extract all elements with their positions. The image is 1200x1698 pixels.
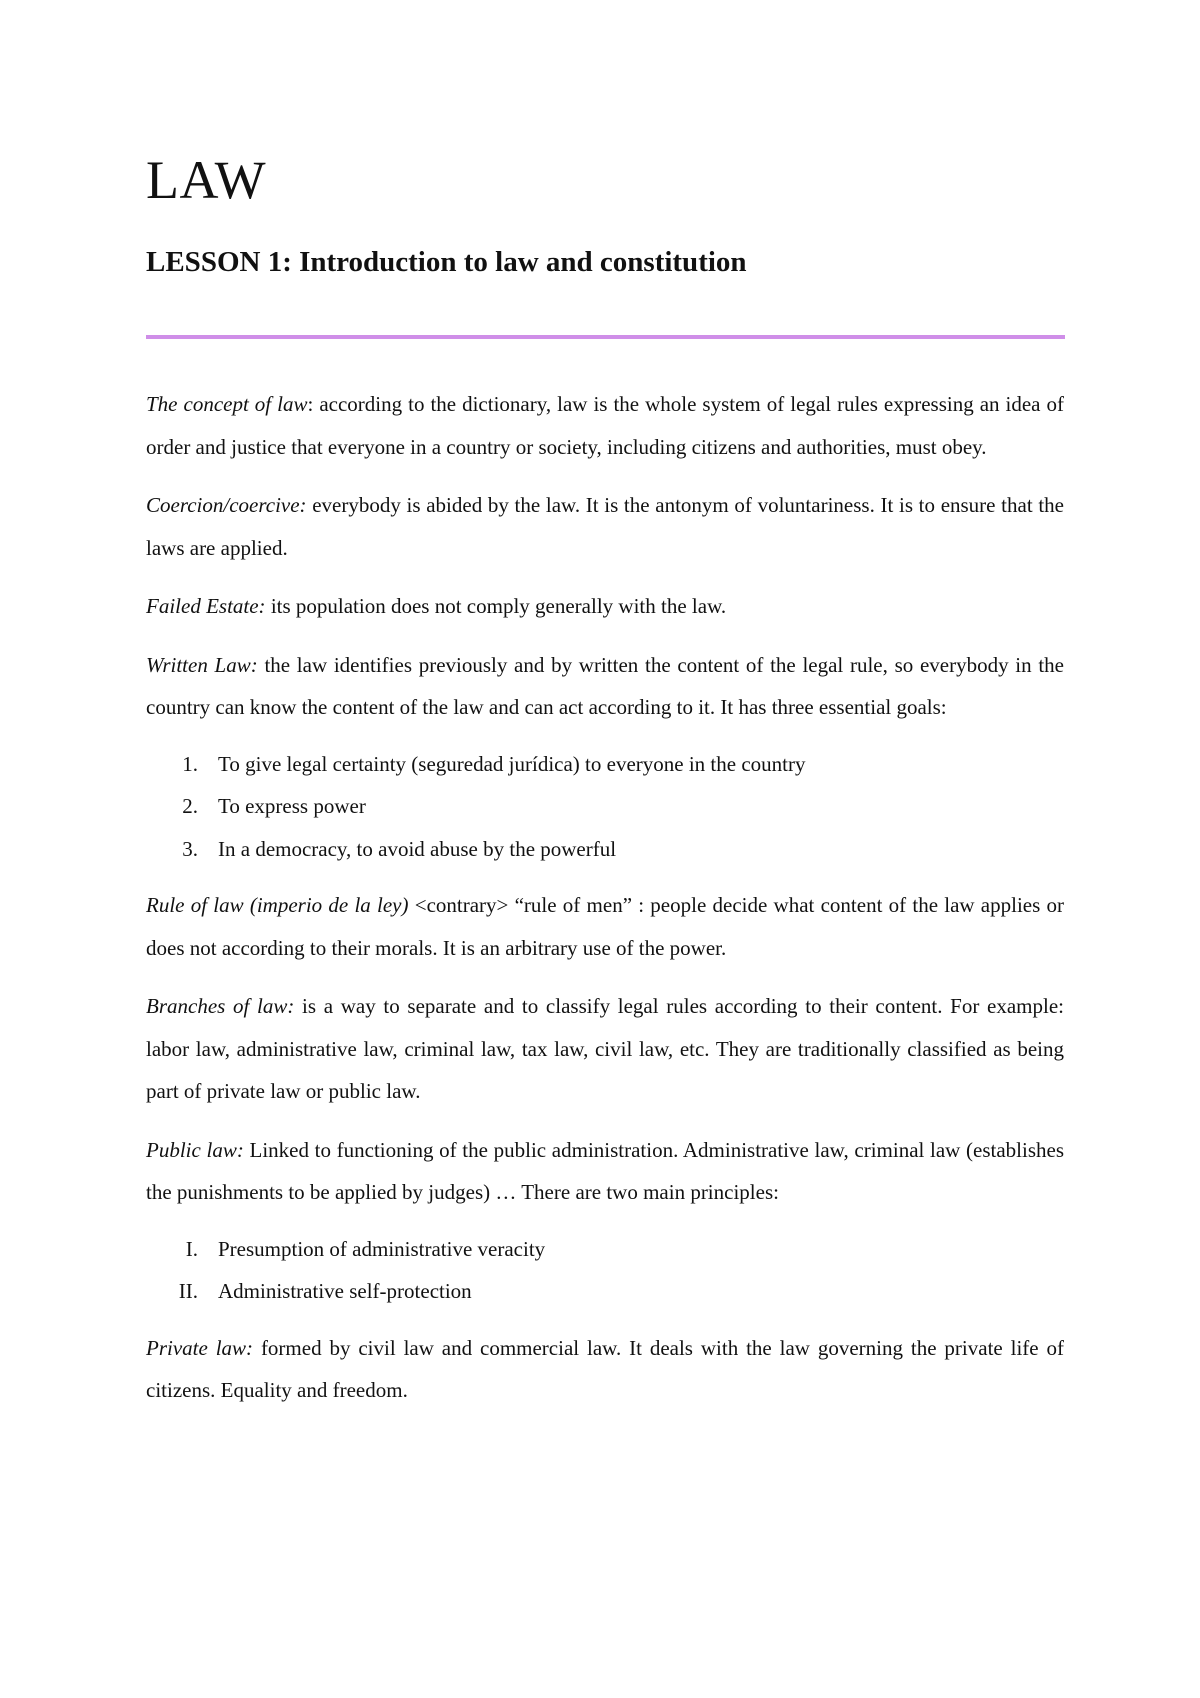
list-item-text: Administrative self-protection [218,1279,472,1303]
term: Written Law: [146,652,258,677]
definition-text: its population does not comply generally with the law. [265,594,727,618]
term: Private law: [146,1335,254,1360]
document-body [146,383,1064,1428]
list-item [146,743,1064,786]
list-item-text: To express power [218,794,366,818]
list-item-text: To give legal certainty (seguredad jurídica) to everyone in the country [218,751,806,776]
document-title: LAW [146,150,267,210]
list-number: II. [178,1279,198,1303]
term: Public law: [146,1137,244,1162]
term: Branches of law: [146,994,295,1018]
list-number: I. [185,1236,198,1261]
definition-text: Linked to functioning of the public administration. Administrative law, criminal law (establishes the punishments to be applied by judges) … There are two main principles: [146,1137,1064,1204]
lesson-title: LESSON 1: Introduction to law and constitution [146,246,747,278]
definition-branches-of-law [146,985,1064,1113]
term: Failed Estate: [146,594,266,618]
definition-written-law [146,644,1064,729]
definition-concept-of-law [146,383,1064,468]
definition-coercion [146,484,1064,569]
heading-divider [146,335,1065,339]
definition-private-law [146,1327,1064,1412]
written-law-goals-list [146,743,1064,871]
term: Coercion/coercive: [146,493,307,517]
definition-text: everybody is abided by the law. It is the antonym of voluntariness. It is to ensure that the laws are applied. [146,493,1064,560]
list-number: 1. [182,751,198,776]
list-item-text: In a democracy, to avoid abuse by the powerful [218,836,617,861]
term: Rule of law (imperio de la ley) [146,893,409,917]
definition-text: the law identifies previously and by written the content of the legal rule, so everybody in the country can know the content of the law and can act according to it. It has three essential goals: [146,652,1065,719]
definition-text: is a way to separate and to classify legal rules according to their content. For example: labor law, administrative law, criminal law, tax law, civil law, etc. They are traditionally classified as being part of private law or public law. [146,994,1064,1103]
list-number: 3. [182,836,198,861]
list-number: 2. [182,794,198,818]
public-law-principles-list [146,1228,1064,1313]
definition-text: <contrary> “rule of men” : people decide what content of the law applies or does not according to their morals. It is an arbitrary use of the power. [146,893,1064,960]
list-item [146,1228,1064,1271]
definition-public-law [146,1129,1064,1214]
term: The concept of law [146,392,308,416]
list-item [146,828,1064,871]
definition-text: : according to the dictionary, law is the whole system of legal rules expressing an idea of order and justice that everyone in a country or society, including citizens and authorities, must obey. [146,392,1064,459]
list-item [146,1270,1064,1313]
definition-rule-of-law [146,884,1064,969]
definition-text: formed by civil law and commercial law. It deals with the law governing the private life of citizens. Equality and freedom. [146,1335,1064,1402]
list-item [146,785,1064,828]
list-item-text: Presumption of administrative veracity [218,1236,546,1261]
definition-failed-estate [146,585,1064,628]
